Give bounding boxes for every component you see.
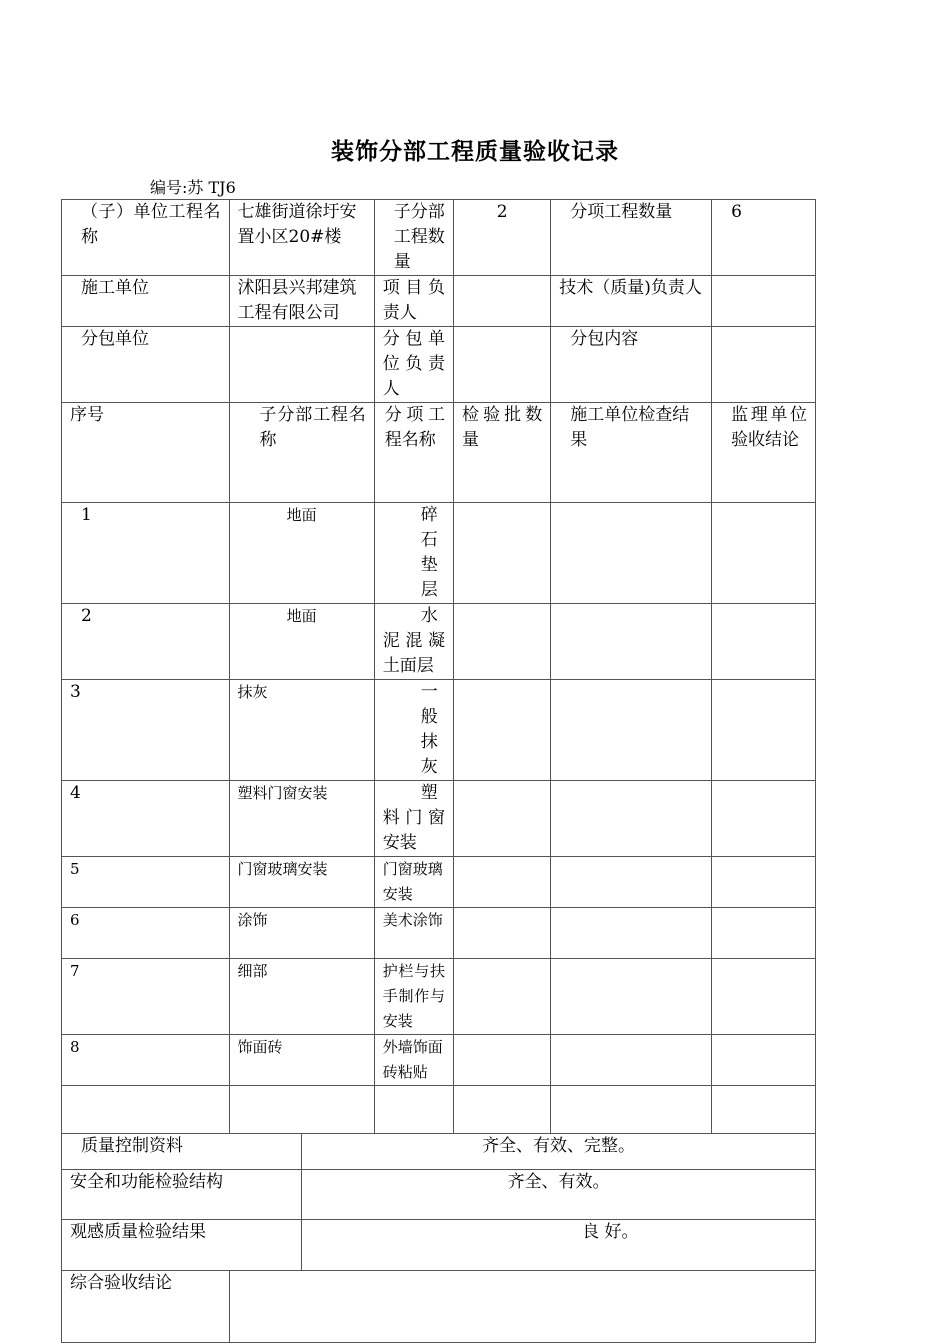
row-seq: 8: [62, 1035, 230, 1086]
project-lead-value: [454, 276, 551, 327]
row-seq: 4: [62, 781, 230, 857]
row-contractor-result: [551, 1086, 712, 1134]
tech-lead-label: 技术（质量)负责人: [551, 276, 712, 327]
sub-item-count-value: 6: [712, 200, 816, 276]
row-supervisor-conclusion: [712, 908, 816, 959]
row-sub-division: 涂饰: [229, 908, 374, 959]
row-item: 塑料门窗安装: [374, 781, 453, 857]
table-row: [62, 857, 816, 908]
summary-row-conclusion: [62, 1271, 816, 1343]
row-contractor-result: [551, 1035, 712, 1086]
row-item: 护栏与扶手制作与安装: [374, 959, 453, 1035]
col-item-header: 分项工程名称: [374, 403, 453, 503]
table-row: [62, 604, 816, 680]
row-supervisor-conclusion: [712, 1086, 816, 1134]
row-item: 外墙饰面砖粘贴: [374, 1035, 453, 1086]
row-item: 一般抹灰: [374, 680, 453, 781]
row-item: 门窗玻璃安装: [374, 857, 453, 908]
row-contractor-result: [551, 503, 712, 604]
row-sub-division: 地面: [229, 604, 374, 680]
col-sub-division-header: 子分部工程名称: [229, 403, 374, 503]
row-seq: 7: [62, 959, 230, 1035]
row-supervisor-conclusion: [712, 857, 816, 908]
row-contractor-result: [551, 680, 712, 781]
quality-docs-label: 质量控制资料: [62, 1134, 302, 1170]
table-row: [62, 1035, 816, 1086]
row-supervisor-conclusion: [712, 781, 816, 857]
row-sub-division: 细部: [229, 959, 374, 1035]
header-row-subcontractor: [62, 327, 816, 403]
appearance-label: 观感质量检验结果: [62, 1220, 302, 1271]
row-item: 碎石垫层: [374, 503, 453, 604]
table-row: [62, 503, 816, 604]
table-row: [62, 680, 816, 781]
row-item: 水泥混凝土面层: [374, 604, 453, 680]
table-row: [62, 908, 816, 959]
row-seq: 1: [62, 503, 230, 604]
unit-project-label: （子）单位工程名称: [62, 200, 230, 276]
header-row-contractor: [62, 276, 816, 327]
page-title: 装饰分部工程质量验收记录: [331, 138, 619, 165]
conclusion-value: [229, 1271, 815, 1343]
table-row: [62, 959, 816, 1035]
row-contractor-result: [551, 908, 712, 959]
row-sub-division: [229, 1086, 374, 1134]
row-batch: [454, 503, 551, 604]
safety-value: 齐全、有效。: [302, 1170, 816, 1220]
row-supervisor-conclusion: [712, 1035, 816, 1086]
table-row: [62, 781, 816, 857]
row-item: 美术涂饰: [374, 908, 453, 959]
conclusion-label: 综合验收结论: [62, 1271, 230, 1343]
sub-content-value: [712, 327, 816, 403]
summary-row-quality-docs: [62, 1134, 816, 1170]
row-seq: [62, 1086, 230, 1134]
row-seq: 2: [62, 604, 230, 680]
row-sub-division: 抹灰: [229, 680, 374, 781]
contractor-label: 施工单位: [62, 276, 230, 327]
quality-docs-value: 齐全、有效、完整。: [302, 1134, 816, 1170]
row-seq: 6: [62, 908, 230, 959]
summary-row-appearance: [62, 1220, 816, 1271]
row-batch: [454, 908, 551, 959]
row-contractor-result: [551, 959, 712, 1035]
row-batch: [454, 1035, 551, 1086]
row-supervisor-conclusion: [712, 604, 816, 680]
row-seq: 3: [62, 680, 230, 781]
appearance-value: 良 好。: [302, 1220, 816, 1271]
row-batch: [454, 959, 551, 1035]
table-row-empty: [62, 1086, 816, 1134]
row-batch: [454, 857, 551, 908]
row-seq: 5: [62, 857, 230, 908]
header-row-unit: [62, 200, 816, 276]
row-sub-division: 地面: [229, 503, 374, 604]
safety-label: 安全和功能检验结构: [62, 1170, 302, 1220]
row-batch: [454, 604, 551, 680]
document-number: 编号:苏 TJ6: [150, 178, 236, 197]
contractor-value: 沭阳县兴邦建筑工程有限公司: [229, 276, 374, 327]
row-sub-division: 塑料门窗安装: [229, 781, 374, 857]
col-seq-header: 序号: [62, 403, 230, 503]
row-sub-division: 门窗玻璃安装: [229, 857, 374, 908]
sub-division-count-label: 子分部工程数量: [374, 200, 453, 276]
sub-lead-value: [454, 327, 551, 403]
col-contractor-result-header: 施工单位检查结果: [551, 403, 712, 503]
row-sub-division: 饰面砖: [229, 1035, 374, 1086]
row-batch: [454, 680, 551, 781]
row-supervisor-conclusion: [712, 680, 816, 781]
subcontractor-value: [229, 327, 374, 403]
row-item: [374, 1086, 453, 1134]
row-batch: [454, 1086, 551, 1134]
sub-lead-label: 分包单位负责人: [374, 327, 453, 403]
summary-row-safety: [62, 1170, 816, 1220]
project-lead-label: 项目负责人: [374, 276, 453, 327]
row-supervisor-conclusion: [712, 503, 816, 604]
sub-content-label: 分包内容: [551, 327, 712, 403]
sub-division-count-value: 2: [454, 200, 551, 276]
column-header-row: [62, 403, 816, 503]
col-supervisor-conclusion-header: 监理单位验收结论: [712, 403, 816, 503]
row-contractor-result: [551, 604, 712, 680]
row-contractor-result: [551, 857, 712, 908]
unit-project-value: 七雄街道徐圩安置小区20#楼: [229, 200, 374, 276]
tech-lead-value: [712, 276, 816, 327]
row-batch: [454, 781, 551, 857]
acceptance-record-table: [61, 199, 816, 1343]
row-contractor-result: [551, 781, 712, 857]
row-supervisor-conclusion: [712, 959, 816, 1035]
sub-item-count-label: 分项工程数量: [551, 200, 712, 276]
col-batch-header: 检验批数量: [454, 403, 551, 503]
subcontractor-label: 分包单位: [62, 327, 230, 403]
